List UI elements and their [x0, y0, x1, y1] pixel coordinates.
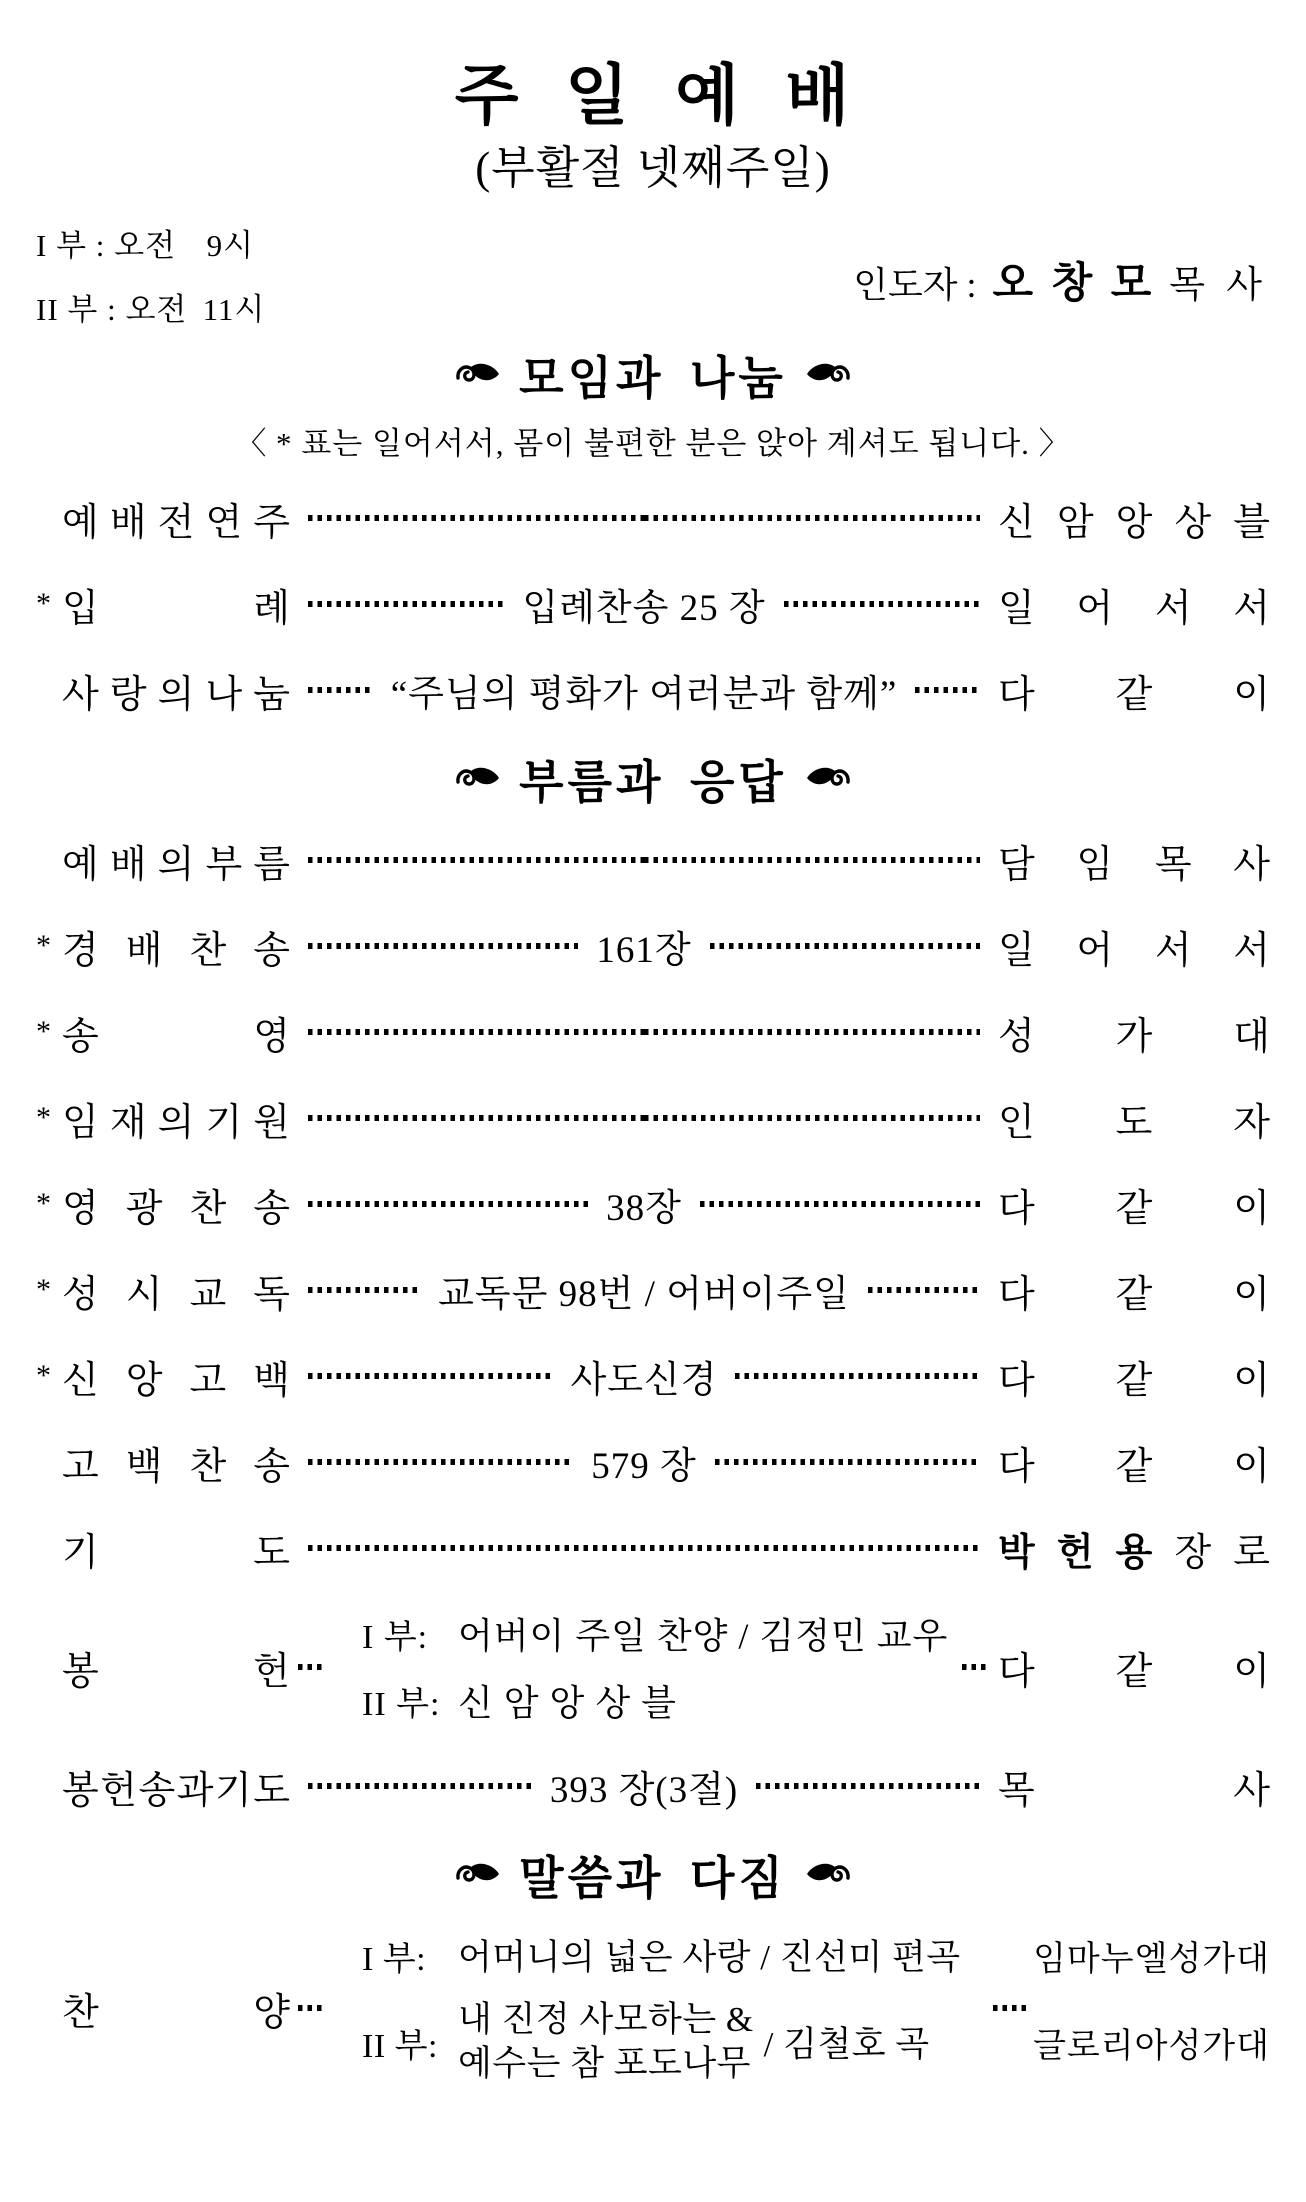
fleuron-right-icon: [805, 1861, 851, 1889]
service-row-call-to-worship: [36, 834, 1270, 886]
service-item-detail: 579 장: [591, 1446, 697, 1487]
service-item-performer: 다 같 이: [998, 1187, 1270, 1230]
dotted-leader: [308, 857, 644, 863]
service-item-label: 봉 헌 송 과 기 도: [62, 1769, 290, 1812]
service-row-adoration-hymn: [36, 920, 1270, 972]
service-row-gloria: [36, 1006, 1270, 1058]
dotted-leader: [644, 857, 980, 863]
section-header-gathering: [36, 346, 1270, 404]
service-item-detail: 교독문 98번 / 어버이주일: [438, 1274, 850, 1315]
service-item-performer: 다 같 이: [998, 1273, 1270, 1316]
service-item-label: 사 랑 의 나 눔: [62, 673, 290, 716]
dotted-leader: [308, 1201, 588, 1207]
leader-line-area: [308, 577, 980, 631]
leader-line-area: [308, 919, 980, 973]
leader-line-area: [308, 1435, 980, 1489]
stand-asterisk: *: [36, 1359, 51, 1392]
dotted-leader: [308, 687, 373, 693]
service-item-label: 성 시 교 독: [62, 1273, 290, 1316]
section-header-word: [36, 1846, 1270, 1904]
part2-composer: / 김철호 곡: [763, 2025, 930, 2064]
dotted-leader: [298, 1664, 326, 1670]
page-subtitle: (부활절 넷째주일): [475, 143, 831, 193]
service-item-label: 송 영: [62, 1015, 290, 1058]
part2-label: II 부:: [362, 1686, 441, 1723]
praise-details: [334, 1930, 1270, 2086]
praise-part1-song: [362, 1930, 987, 1980]
service-item-label: 봉 헌: [62, 1650, 290, 1693]
standing-note: 〈 * 표는 일어서서, 몸이 불편한 분은 앉아 계셔도 됩니다. 〉: [235, 426, 1071, 461]
part1-label: I 부:: [362, 1619, 429, 1656]
fleuron-left-icon: [455, 765, 501, 793]
dotted-leader: [644, 515, 980, 521]
service-item-label: 찬 양: [62, 1991, 290, 2034]
stand-asterisk: *: [36, 1187, 51, 1220]
service-item-performer: 다 같 이: [998, 1359, 1270, 1402]
dotted-leader: [308, 601, 504, 607]
service-leader: [853, 250, 1268, 310]
stand-asterisk: *: [36, 929, 51, 962]
leader-line-area: [308, 1545, 980, 1551]
stand-asterisk: *: [36, 1273, 51, 1306]
service-item-label: 신 앙 고 백: [62, 1359, 290, 1402]
leader-line-area: [308, 1115, 980, 1121]
service-schedule: [36, 226, 1270, 334]
service-row-prayer: [36, 1522, 1270, 1574]
dotted-leader: [868, 1287, 980, 1293]
praise-part2-song: [362, 1998, 987, 2086]
dotted-leader: [710, 943, 980, 949]
part2-label: II 부:: [362, 2027, 438, 2065]
service-item-label: 예 배 의 부 름: [62, 843, 290, 886]
service-item-label: 영 광 찬 송: [62, 1187, 290, 1230]
part1-text: 어머니의 넓은 사랑 / 진선미 편곡: [458, 1938, 961, 1977]
part2-text: 신 암 앙 상 블: [458, 1683, 677, 1723]
dotted-leader: [308, 1287, 420, 1293]
dotted-leader: [644, 1115, 980, 1121]
dotted-leader: [308, 1373, 553, 1379]
second-service-hour: 11시: [202, 292, 266, 327]
service-item-detail: 38장: [606, 1188, 682, 1229]
service-item-performer: 다 같 이: [998, 1650, 1270, 1693]
order-of-service: [36, 492, 1270, 716]
service-row-introit: [36, 578, 1270, 630]
leader-line-area: [308, 1177, 980, 1231]
section-title: 말씀과 다짐: [519, 1853, 787, 1904]
service-row-glory-hymn: [36, 1178, 1270, 1230]
section-title: 부름과 응답: [519, 757, 787, 808]
fleuron-left-icon: [455, 1861, 501, 1889]
first-service-hour: 9시: [206, 228, 255, 263]
part2-song-line2: 예수는 참 포도나무: [458, 2044, 751, 2083]
offering-details: [334, 1608, 954, 1726]
service-item-detail: 입례찬송 25 장: [522, 588, 766, 629]
dotted-leader: [298, 2005, 326, 2011]
leader-line-area: [308, 1263, 980, 1317]
fleuron-right-icon: [805, 361, 851, 389]
dotted-leader: [308, 1459, 573, 1465]
leader-line-area: [308, 515, 980, 521]
service-item-detail: 393 장(3절): [549, 1770, 739, 1811]
offering-part1: [362, 1608, 954, 1659]
fleuron-left-icon: [455, 361, 501, 389]
dotted-leader: [993, 2005, 1027, 2011]
dotted-leader: [962, 1664, 990, 1670]
leader-prefix: 인도자 :: [853, 265, 977, 305]
service-item-label: 경 배 찬 송: [62, 929, 290, 972]
service-item-performer: 인 도 자: [998, 1101, 1270, 1144]
dotted-leader: [915, 687, 980, 693]
leader-line-area: [308, 1029, 980, 1035]
order-of-service: [36, 834, 1270, 1812]
service-item-label: 고 백 찬 송: [62, 1445, 290, 1488]
praise-part1-choir: 임마누엘성가대: [1033, 1940, 1270, 1978]
service-item-performer: 일 어 서 서: [998, 929, 1270, 972]
service-item-performer: 다 같 이: [998, 673, 1270, 716]
service-item-detail: “주님의 평화가 여러분과 함께”: [390, 674, 898, 715]
praise-part2-choir: 글로리아성가대: [1033, 2027, 1270, 2065]
part2-song-titles: [458, 1998, 754, 2086]
leader-line-area: [308, 663, 980, 717]
service-item-label: 예 배 전 연 주: [62, 501, 290, 544]
dotted-leader: [308, 943, 578, 949]
service-item-performer: 다 같 이: [998, 1445, 1270, 1488]
dotted-leader: [715, 1459, 980, 1465]
service-row-sharing-love: [36, 664, 1270, 716]
dotted-leader: [700, 1201, 980, 1207]
section-header-response: [36, 750, 1270, 808]
service-item-label: 입 례: [62, 587, 290, 630]
service-row-offering: [36, 1608, 1270, 1726]
service-item-detail: 161장: [596, 930, 692, 971]
page-title: 주 일 예 배: [454, 60, 852, 133]
section-title: 모임과 나눔: [519, 353, 787, 404]
service-row-responsive-reading: [36, 1264, 1270, 1316]
leader-line-area: [308, 857, 980, 863]
dotted-leader: [308, 1783, 532, 1789]
service-row-confession-of-faith: [36, 1350, 1270, 1402]
service-item-label: 임 재 의 기 원: [62, 1101, 290, 1144]
leader-line-area: [308, 1759, 980, 1813]
leader-title: 목 사: [1169, 265, 1268, 306]
fleuron-right-icon: [805, 765, 851, 793]
second-service-label: II 부 : 오전: [36, 292, 188, 327]
dotted-leader: [308, 1029, 644, 1035]
service-item-performer: 성 가 대: [998, 1015, 1270, 1058]
service-item-detail: 사도신경: [570, 1360, 718, 1401]
dotted-leader: [756, 1783, 980, 1789]
dotted-leader: [308, 1115, 644, 1121]
dotted-leader: [308, 515, 644, 521]
service-row-offering-hymn: [36, 1760, 1270, 1812]
dotted-leader: [308, 1545, 980, 1551]
part1-text: 어버이 주일 찬양 / 김정민 교우: [458, 1616, 949, 1656]
part2-song-line1: 내 진정 사모하는 &: [458, 2000, 754, 2039]
service-item-performer: 일 어 서 서: [998, 587, 1270, 630]
leader-name: 오 창 모: [992, 261, 1156, 307]
service-item-performer: 목 사: [998, 1769, 1270, 1812]
service-row-prelude: [36, 492, 1270, 544]
stand-asterisk: *: [36, 587, 51, 620]
first-service-label: I 부 : 오전: [36, 228, 177, 263]
dotted-leader: [644, 1029, 980, 1035]
service-item-performer: 박 헌 용 장 로: [998, 1531, 1270, 1574]
stand-asterisk: *: [36, 1101, 51, 1134]
leader-line-area: [308, 1349, 980, 1403]
dotted-leader: [735, 1373, 980, 1379]
service-row-invocation: [36, 1092, 1270, 1144]
stand-asterisk: *: [36, 1015, 51, 1048]
part1-label: I 부:: [362, 1940, 427, 1978]
service-row-praise: [36, 1930, 1270, 2086]
service-item-performer: 신 암 앙 상 블: [998, 501, 1270, 544]
service-row-confession-hymn: [36, 1436, 1270, 1488]
dotted-leader: [784, 601, 980, 607]
service-item-label: 기 도: [62, 1531, 290, 1574]
service-item-performer: 담 임 목 사: [998, 843, 1270, 886]
offering-part2: [362, 1675, 954, 1726]
